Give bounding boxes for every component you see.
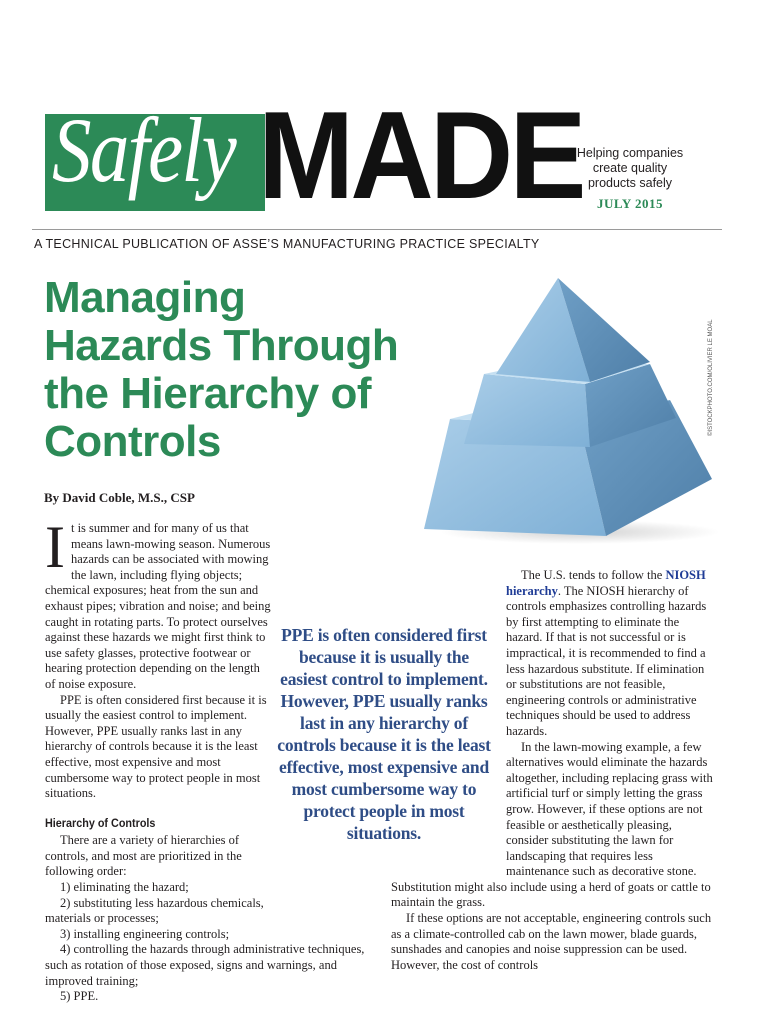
niosh-hierarchy-link[interactable]: NIOSH hierarchy — [506, 568, 706, 598]
intro-text: t is summer and for many of us that means lawn-mowing season. Numerous hazards can be associated with mowing the lawn, including flying objects; chemical exposures; heat from the sun and exhaust pipes; vibration and noise; and being caught in rotating parts. To protect ourselves against these hazards we might first think to use safety glasses, protective footwear or hearing protection depending on the length of noise exposure. — [45, 521, 271, 691]
issue-date: JULY 2015 — [596, 196, 664, 211]
drop-cap: I — [45, 514, 65, 580]
image-credit: ©ISTOCKPHOTO.COM/OLIVIER LE MOAL — [708, 319, 714, 436]
publication-line: A TECHNICAL PUBLICATION OF ASSE’S MANUFACTURING PRACTICE SPECIALTY — [34, 237, 540, 251]
engineering-paragraph: If these options are not acceptable, engineering controls such as a climate-controlled cab on the lawn mower, blade guards, sunshades and canopies and noise suppression can be used. However, the cost of controls — [391, 911, 712, 972]
niosh-text-start: The U.S. tends to follow the — [521, 568, 666, 582]
lawn-mowing-paragraph: In the lawn-mowing example, a few alternatives would eliminate the hazards altogether, including replacing grass with artificial turf or simply letting the grass grow. However, if these options are not feasible or aesthetically pleasing, consider substituting the lawn for landscaping that requires less maintenance such as decorative stone. Substitution might also include using a herd of goats or cattle to maintain the grass. — [391, 739, 713, 910]
list-item: 4) controlling the hazards through administrative techniques, such as rotation of those exposed, signs and warnings, and improved training; — [45, 942, 365, 988]
pull-quote: PPE is often considered first because it is usually the easiest control to implement. However, PPE usually ranks last in any hierarchy of controls because it is the least effective, most expensive and most cumbersome way to protect people in most situations. — [277, 625, 491, 843]
tagline: Helping companies create quality products safely — [576, 146, 684, 190]
logo-made: MADE — [258, 87, 583, 225]
list-item: 3) installing engineering controls; — [60, 926, 230, 941]
ppe-paragraph: PPE is often considered first because it is usually the easiest control to implement. However, PPE usually ranks last in any hierarchy of controls because it is the least effective, most expensive and most cumbersome way to protect people in most situations. — [45, 692, 267, 801]
logo-safely: Safely — [52, 99, 236, 201]
pyramid-tier-middle-left — [464, 374, 590, 447]
masthead-divider — [32, 229, 722, 230]
niosh-text-end: . The NIOSH hierarchy of controls emphasizes controlling hazards by first attempting to eliminate the hazard. If that is not successful or is impractical, it is recommended to find a less hazardous substitute. If elimination or substitutions are not feasible, engineering controls or administrative techniques should be used to address hazards. — [506, 583, 707, 738]
section-subhead: Hierarchy of Controls — [45, 815, 156, 830]
article-headline: Managing Hazards Through the Hierarchy of Controls — [44, 273, 399, 466]
byline: By David Coble, M.S., CSP — [44, 490, 195, 505]
list-item: 1) eliminating the hazard; — [60, 880, 189, 895]
hierarchy-intro: There are a variety of hierarchies of controls, and most are prioritized in the following order: — [45, 833, 242, 879]
pyramid-illustration — [420, 274, 720, 544]
list-item: 5) PPE. — [60, 989, 99, 1004]
list-item: 2) substituting less hazardous chemicals, materials or processes; — [45, 895, 264, 926]
